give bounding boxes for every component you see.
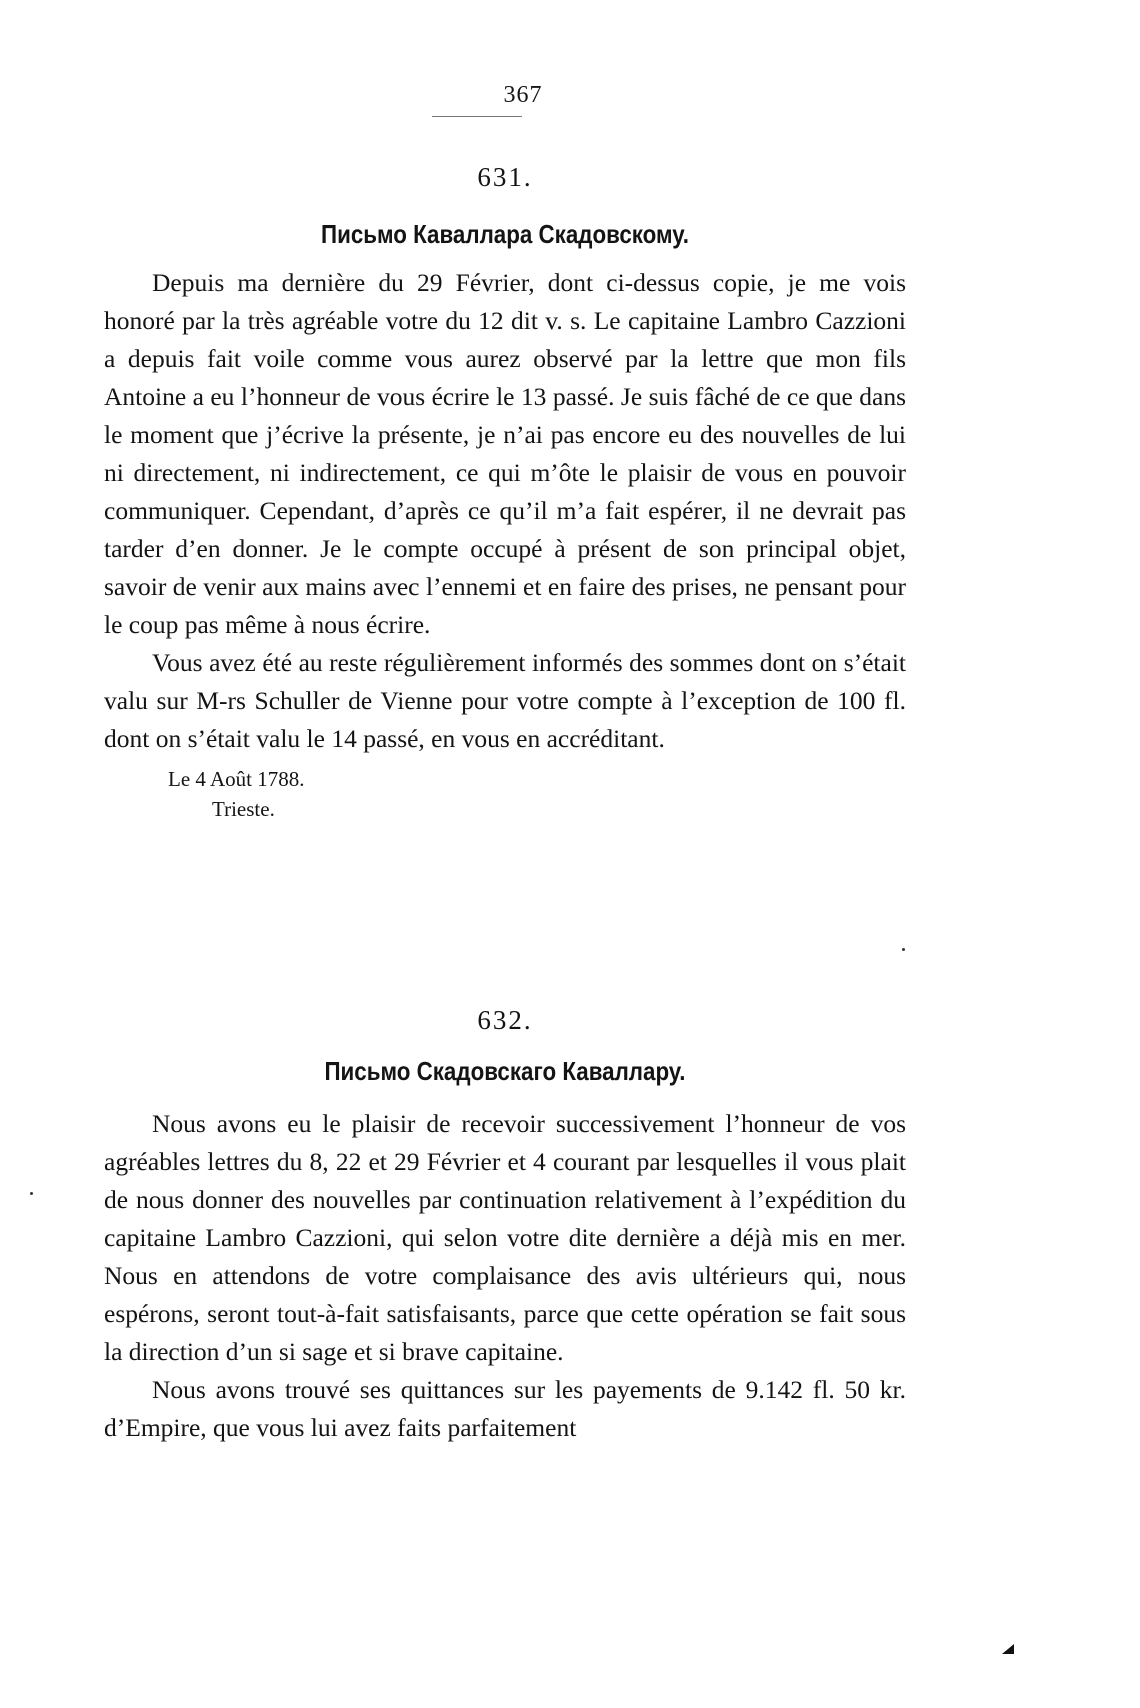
document-number: 632.: [477, 1005, 533, 1035]
letter-place: Trieste.: [212, 797, 275, 821]
document-632: [104, 1005, 906, 1447]
scan-speck: [902, 948, 905, 951]
scan-speck: [30, 1192, 33, 1195]
document-631: [104, 162, 906, 824]
paragraph: Nous avons trouvé ses quittances sur les payements de 9.142 fl. 50 kr. d’Empire, que vous lui avez faits parfaitement: [104, 1375, 906, 1442]
document-number: 631.: [477, 162, 533, 192]
corner-mark-icon: [1002, 1644, 1014, 1654]
letter-date: Le 4 Août 1788.: [168, 767, 305, 791]
page-number: 367: [503, 82, 543, 108]
document-title: Письмо Скадовскаго Каваллару.: [324, 1056, 686, 1086]
page-number-rule: [432, 116, 522, 117]
paragraph: Depuis ma dernière du 29 Février, dont ci-dessus copie, je me vois honoré par la très agréable votre du 12 dit v. s. Le capitaine Lambro Cazzioni a depuis fait voile comme vous aurez observé par la lettre que mon fils Antoine a eu l’honneur de vous écrire le 13 passé. Je suis fâché de ce que dans le moment que j’écrive la présente, je n’ai pas encore eu des nouvelles de lui ni directement, ni indirectement, ce qui m’ôte le plaisir de vous en pouvoir communiquer. Cependant, d’après ce qu’il m’a fait espérer, il ne devrait pas tarder d’en donner. Je le compte occupé à présent de son principal objet, savoir de venir aux mains avec l’ennemi et en faire des prises, ne pensant pour le coup pas même à nous écrire.: [104, 268, 906, 639]
paragraph: Vous avez été au reste régulièrement informés des sommes dont on s’était valu sur M-rs Schuller de Vienne pour votre compte à l’exception de 100 fl. dont on s’était valu le 14 passé, en vous en accréditant.: [104, 648, 906, 753]
dateline: [104, 764, 906, 824]
paragraph: Nous avons eu le plaisir de recevoir successivement l’honneur de vos agréables lettres du 8, 22 et 29 Février et 4 courant par lesquelles il vous plait de nous donner des nouvelles par continuation relativement à l’expédition du capitaine Lambro Cazzioni, qui selon votre dite dernière a déjà mis en mer. Nous en attendons de votre complaisance des avis ultérieurs qui, nous espérons, seront tout-à-fait satisfaisants, parce que cette opération se fait sous la direction d’un si sage et si brave capitaine.: [104, 1109, 906, 1366]
document-title: Письмо Каваллара Скадовскому.: [321, 219, 689, 249]
